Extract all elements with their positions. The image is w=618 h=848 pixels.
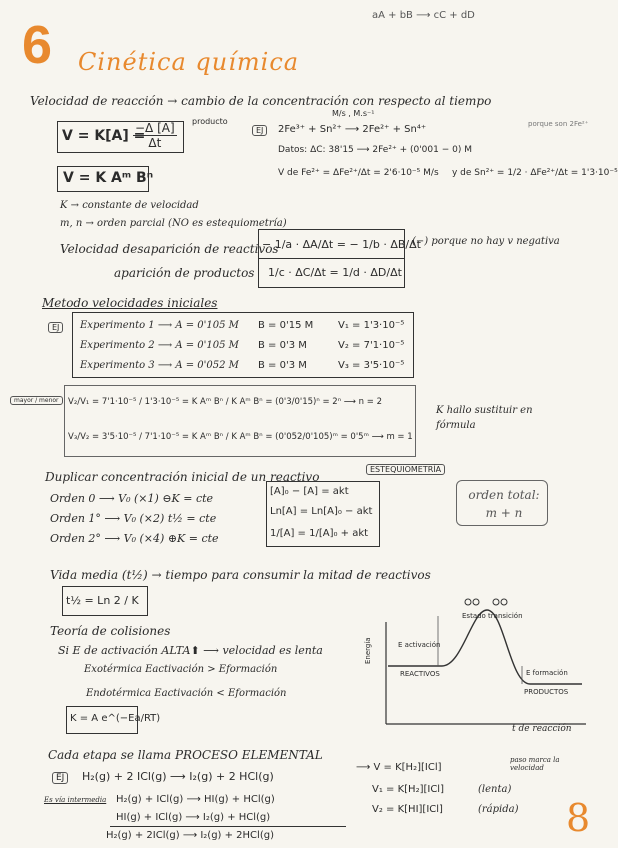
appear-label: aparición de productos [114, 266, 255, 280]
order-2: Orden 2° ⟶ V₀ (×4) ⊕K = cte [50, 532, 219, 545]
example-reaction: 2Fe³⁺ + Sn²⁺ ⟶ 2Fe²⁺ + Sn⁴⁺ [278, 124, 427, 135]
experiment-2-b: B = 0'3 M [258, 340, 307, 351]
step-2-rate: V₂ = K[HI][ICl] [372, 804, 443, 815]
step-1-rate: V₁ = K[H₂][ICl] [372, 784, 444, 795]
collision-title: Teoría de colisiones [50, 624, 171, 638]
energy-xlabel: t de reacción [512, 724, 572, 734]
endothermic: Endotérmica Eactivación < Eformación [86, 688, 287, 699]
total-order: orden total: m + n [468, 488, 540, 520]
high-activation: Si E de activación ALTA⬆ ⟶ velocidad es lenta [58, 644, 323, 657]
experiment-2-label: Experimento 2 ⟶ A = 0'105 M [80, 340, 239, 351]
example-tag: EJ [252, 125, 267, 136]
ratio-1: V₂/V₁ = 7'1·10⁻⁵ / 1'3·10⁻⁵ = K Aᵐ Bⁿ / K Aᵐ Bⁿ = (0'3/0'15)ⁿ = 2ⁿ ⟶ n = 2 [68, 397, 382, 407]
rate-formula-denominator: Δt [148, 136, 162, 150]
mechanism-label: Es vía intermedia [44, 796, 107, 804]
arrhenius: K = A e^(−Ea/RT) [70, 713, 161, 724]
energy-ylabel: Energía [364, 637, 372, 664]
integrated-0: [A]₀ − [A] = akt [270, 486, 349, 497]
rate-formula-note: producto [192, 117, 228, 126]
order-note: mayor / menor [10, 396, 63, 405]
order-0: Orden 0 ⟶ V₀ (×1) ⊖K = cte [50, 492, 214, 505]
elemental-title: Cada etapa se llama PROCESO ELEMENTAL [48, 748, 323, 762]
page-number: 8 [566, 796, 591, 840]
example-data: Datos: ΔC: 38'15 ⟶ 2Fe²⁺ + (0'001 − 0) M [278, 145, 472, 155]
half-life-definition: Vida media (t½) → tiempo para consumir la mitad de reactivos [50, 568, 431, 582]
initial-rates-title: Metodo velocidades iniciales [42, 296, 218, 310]
experiment-3-label: Experimento 3 ⟶ A = 0'052 M [80, 360, 239, 371]
elemental-tag: EJ [52, 772, 68, 784]
step-1-equation: H₂(g) + ICl(g) ⟶ HI(g) + HCl(g) [116, 794, 275, 805]
experiment-1-b: B = 0'15 M [258, 320, 314, 331]
experiment-3-b: B = 0'3 M [258, 360, 307, 371]
step-2-equation: HI(g) + ICl(g) ⟶ I₂(g) + HCl(g) [116, 812, 271, 823]
rate-formula-fraction [133, 121, 177, 150]
exothermic: Exotérmica Eactivación > Eformación [84, 664, 278, 675]
example-side-note: porque son 2Fe²⁺ [528, 120, 589, 128]
k-definition: K → constante de velocidad [60, 200, 199, 211]
top-equation: aA + bB ⟶ cC + dD [372, 10, 475, 21]
k-note: K hallo sustituir en fórmula [436, 405, 533, 431]
limit-note: paso marca la velocidad [510, 756, 560, 772]
rate-formula-left: V = K[A] = [62, 128, 146, 144]
disappear-label: Velocidad desaparición de reactivos [60, 242, 279, 256]
energy-products: PRODUCTOS [524, 688, 569, 696]
experiment-3-v: V₃ = 3'5·10⁻⁵ [338, 360, 405, 371]
experiment-2-v: V₂ = 7'1·10⁻⁵ [338, 340, 405, 351]
elemental-overall-rate: ⟶ V = K[H₂][ICl] [356, 762, 442, 773]
chapter-number: 6 [22, 15, 53, 75]
initial-rates-tag: EJ [48, 322, 63, 333]
step-2-speed: (rápida) [478, 804, 519, 815]
integrated-2: 1/[A] = 1/[A]₀ + akt [270, 528, 369, 539]
disappear-expression: − 1/a · ΔA/Δt = − 1/b · ΔB/Δt [262, 238, 421, 251]
appear-expression: 1/c · ΔC/Δt = 1/d · ΔD/Δt [268, 266, 402, 279]
mechanism-sum: H₂(g) + 2ICl(g) ⟶ I₂(g) + 2HCl(g) [106, 830, 274, 841]
stoich-tag: ESTEQUIOMETRÍA [366, 464, 445, 475]
rate-definition: Velocidad de reacción → cambio de la concentración con respecto al tiempo [30, 94, 492, 108]
rate-law: V = K Aᵐ Bⁿ [63, 170, 154, 186]
page-title: Cinética química [78, 48, 300, 76]
energy-reactants: REACTIVOS [400, 670, 440, 678]
energy-formation: E formación [526, 669, 568, 677]
integrated-1: Ln[A] = Ln[A]₀ − akt [270, 506, 373, 517]
example-rate-fe: V de Fe²⁺ = ΔFe²⁺/Δt = 2'6·10⁻⁵ M/s [278, 168, 439, 178]
elemental-overall: H₂(g) + 2 ICl(g) ⟶ I₂(g) + 2 HCl(g) [82, 770, 274, 783]
rate-units: M/s , M.s⁻¹ [332, 109, 375, 118]
energy-transition: Estado transición [462, 612, 523, 620]
order-1: Orden 1° ⟶ V₀ (×2) t½ = cte [50, 512, 217, 525]
sign-note: (−) porque no hay v negativa [412, 236, 560, 247]
experiment-1-label: Experimento 1 ⟶ A = 0'105 M [80, 320, 239, 331]
step-1-speed: (lenta) [478, 784, 512, 795]
mn-definition: m, n → orden parcial (NO es estequiometría) [60, 218, 287, 229]
energy-activation: E activación [398, 641, 441, 649]
experiment-1-v: V₁ = 1'3·10⁻⁵ [338, 320, 405, 331]
rate-formula-numerator: −Δ [A] [135, 121, 175, 135]
ratio-box [64, 385, 416, 457]
half-life-formula: t½ = Ln 2 / K [66, 594, 139, 607]
doubling-title: Duplicar concentración inicial de un reactivo [45, 470, 320, 484]
example-rate-sn: y de Sn²⁺ = 1/2 · ΔFe²⁺/Δt = 1'3·10⁻⁵ [452, 168, 618, 178]
ratio-2: V₃/V₂ = 3'5·10⁻⁵ / 7'1·10⁻⁵ = K Aᵐ Bⁿ / K Aᵐ Bⁿ = (0'052/0'105)ᵐ = 0'5ᵐ ⟶ m = 1 [68, 432, 413, 442]
